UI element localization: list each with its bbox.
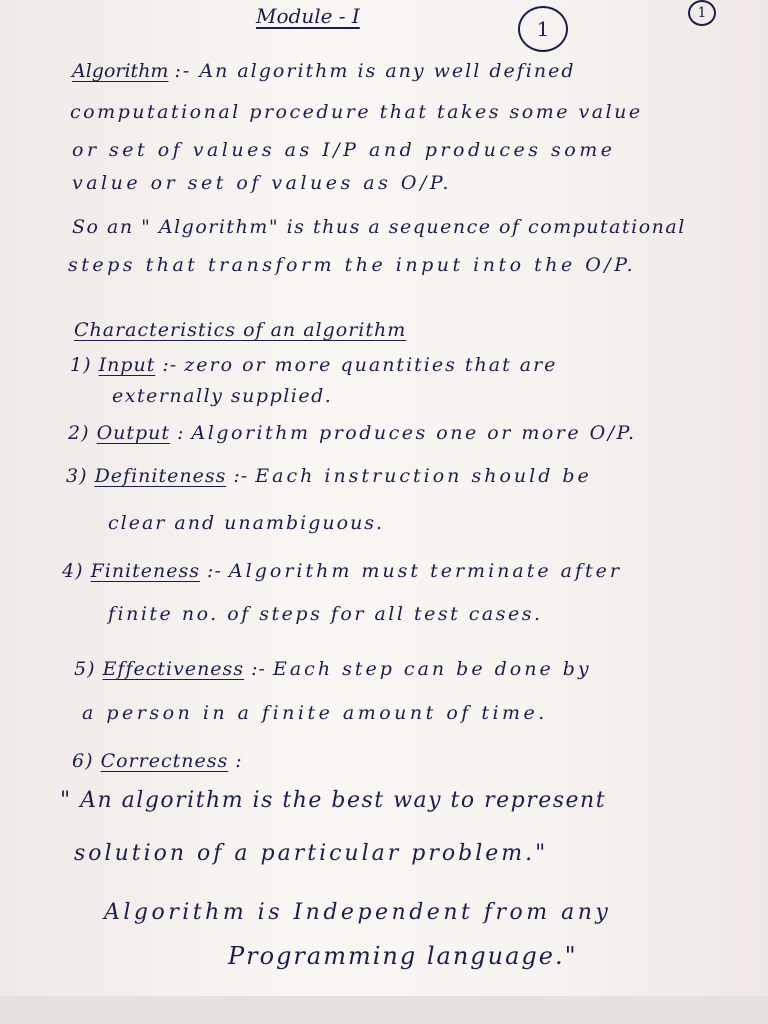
definition-line-2: computational procedure that takes some value <box>70 101 643 123</box>
definition-term: Algorithm <box>72 60 169 82</box>
characteristic-item-input-cont: externally supplied. <box>112 385 333 407</box>
item-number: 5) <box>74 658 96 680</box>
definition-text-1: :- An algorithm is any well defined <box>174 60 576 82</box>
item-name: Finiteness <box>90 560 200 582</box>
summary-line-1: So an " Algorithm" is thus a sequence of computational <box>72 216 686 238</box>
item-name: Effectiveness <box>102 658 245 680</box>
characteristic-item-correctness <box>72 752 243 771</box>
characteristics-heading: Characteristics of an algorithm <box>74 319 407 341</box>
characteristic-item-definiteness <box>66 467 592 486</box>
bleed-through-mark <box>700 700 750 714</box>
page-number-text: 1 <box>697 5 707 21</box>
item-number: 2) <box>68 422 90 444</box>
closing-line-1: Algorithm is Independent from any <box>104 900 612 925</box>
item-separator: :- <box>162 354 178 376</box>
circled-number <box>518 6 568 52</box>
item-separator: :- <box>233 465 249 487</box>
definition-line-1 <box>72 62 576 81</box>
circled-number-text: 1 <box>536 17 550 41</box>
summary-line-2: steps that transform the input into the O/P. <box>68 254 637 276</box>
item-separator: : <box>177 422 185 444</box>
item-name: Definiteness <box>94 465 227 487</box>
definition-line-3: or set of values as I/P and produces some <box>72 139 616 161</box>
item-name: Output <box>96 422 171 444</box>
closing-line-2: Programming language." <box>228 942 578 970</box>
item-number: 3) <box>66 465 88 487</box>
quote-line-2: solution of a particular problem." <box>74 841 549 866</box>
characteristic-item-finiteness-cont: finite no. of steps for all test cases. <box>108 603 543 625</box>
item-description: Algorithm produces one or more O/P. <box>191 422 637 444</box>
bleed-through-mark <box>712 632 752 650</box>
item-description: Each step can be done by <box>272 658 592 680</box>
characteristic-item-finiteness <box>62 562 622 581</box>
characteristic-item-output <box>68 424 637 443</box>
item-number: 4) <box>62 560 84 582</box>
item-number: 6) <box>72 750 94 772</box>
characteristic-item-effectiveness <box>74 660 592 679</box>
item-description: Each instruction should be <box>255 465 592 487</box>
definition-line-4: value or set of values as O/P. <box>72 172 452 194</box>
item-separator: :- <box>251 658 266 680</box>
item-name: Input <box>98 354 156 376</box>
item-separator: : <box>235 750 243 772</box>
item-number: 1) <box>70 354 92 376</box>
page-bottom-edge <box>0 996 768 1024</box>
item-separator: :- <box>207 560 222 582</box>
item-name: Correctness <box>100 750 229 772</box>
item-description: zero or more quantities that are <box>184 354 558 376</box>
characteristic-item-input <box>70 356 557 375</box>
page-number <box>688 0 716 26</box>
characteristic-item-effectiveness-cont: a person in a finite amount of time. <box>82 702 548 724</box>
characteristic-item-definiteness-cont: clear and unambiguous. <box>108 512 385 534</box>
item-description: Algorithm must terminate after <box>228 560 622 582</box>
module-title: Module - I <box>256 4 360 28</box>
quote-line-1: " An algorithm is the best way to represent <box>60 788 607 813</box>
